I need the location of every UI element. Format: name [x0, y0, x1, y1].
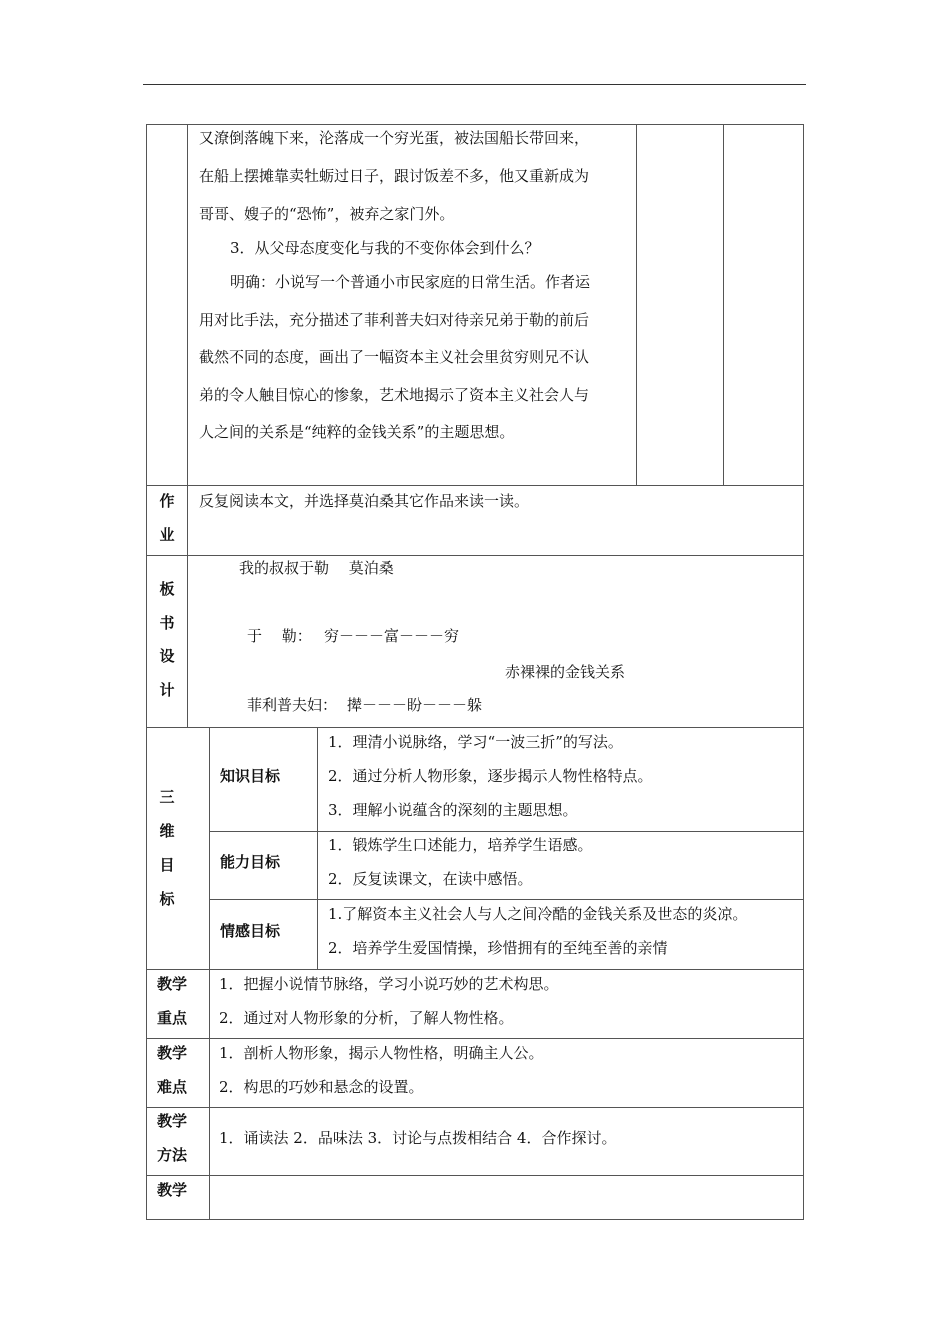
goals-label: 目 [159, 856, 175, 874]
board-label: 计 [159, 681, 175, 699]
cont-line: 在船上摆摊靠卖牡蛎过日子，跟讨饭差不多，他又重新成为 [199, 167, 590, 185]
lesson-plan-table [146, 124, 804, 1220]
knowledge-goal-item: 2．通过分析人物形象，逐步揭示人物性格特点。 [328, 767, 653, 785]
difficulty-label: 难点 [157, 1078, 188, 1096]
emotion-goal-item: 1.了解资本主义社会人与人之间冷酷的金钱关系及世态的炎凉。 [328, 905, 748, 923]
methods-row [147, 1107, 803, 1175]
difficulty-row [147, 1038, 803, 1107]
goals-label: 维 [159, 822, 175, 840]
difficulty-label: 教学 [157, 1044, 188, 1062]
cont-line: 人之间的关系是“纯粹的金钱关系”的主题思想。 [199, 423, 515, 441]
board-yule-sequence: 穷－－－富－－－穷 [324, 627, 460, 645]
cont-line: 弟的令人触目惊心的惨象，艺术地揭示了资本主义社会人与 [199, 386, 590, 404]
methods-label: 教学 [157, 1112, 188, 1130]
key-point-item: 2．通过对人物形象的分析，了解人物性格。 [219, 1009, 514, 1027]
cont-line: 截然不同的态度，画出了一幅资本主义社会里贫穷则兄不认 [199, 348, 590, 366]
key-points-label: 重点 [157, 1009, 188, 1027]
board-label: 设 [159, 647, 175, 665]
knowledge-goal-item: 3．理解小说蕴含的深刻的主题思想。 [328, 801, 578, 819]
emotion-goal-item: 2．培养学生爱国情操，珍惜拥有的至纯至善的亲情 [328, 939, 668, 957]
header-rule [143, 84, 806, 85]
emotion-goal-label: 情感目标 [220, 922, 281, 940]
difficulty-item: 1．剖析人物形象，揭示人物性格，明确主人公。 [219, 1044, 544, 1062]
board-title: 我的叔叔于勒 莫泊桑 [239, 559, 394, 577]
board-label: 书 [159, 614, 175, 632]
key-point-item: 1．把握小说情节脉络，学习小说巧妙的艺术构思。 [219, 975, 559, 993]
homework-row [147, 485, 803, 555]
board-philippe-name: 菲利普夫妇： [247, 696, 338, 714]
goals-label: 三 [159, 788, 175, 806]
cont-line: 又潦倒落魄下来，沦落成一个穷光蛋，被法国船长带回来， [199, 129, 590, 147]
homework-text: 反复阅读本文，并选择莫泊桑其它作品来读一读。 [199, 492, 530, 510]
continuation-row [147, 125, 803, 485]
board-yule-name: 于 勒： [247, 627, 312, 645]
key-points-label: 教学 [157, 975, 188, 993]
homework-label: 业 [159, 526, 175, 544]
ability-goal-item: 2．反复读课文，在读中感悟。 [328, 870, 533, 888]
cont-line: 用对比手法，充分描述了菲利普夫妇对待亲兄弟于勒的前后 [199, 311, 590, 329]
methods-text: 1．诵读法 2．品味法 3．讨论与点拨相结合 4．合作探讨。 [219, 1129, 617, 1147]
cont-line: 哥哥、嫂子的“恐怖”，被弃之家门外。 [199, 205, 455, 223]
ability-goal-item: 1．锻炼学生口述能力，培养学生语感。 [328, 836, 593, 854]
cont-line: 明确：小说写一个普通小市民家庭的日常生活。作者运 [230, 273, 591, 291]
knowledge-goal-label: 知识目标 [220, 767, 281, 785]
board-design-row [147, 555, 803, 727]
board-label: 板 [159, 580, 175, 598]
difficulty-item: 2．构思的巧妙和悬念的设置。 [219, 1078, 424, 1096]
process-label: 教学 [157, 1181, 188, 1199]
homework-label: 作 [159, 492, 175, 510]
ability-goal-label: 能力目标 [220, 853, 281, 871]
key-points-row [147, 969, 803, 1038]
question-3: 3．从父母态度变化与我的不变你体会到什么？ [230, 239, 540, 257]
process-row [147, 1175, 803, 1219]
knowledge-goal-item: 1．理清小说脉络，学习“一波三折”的写法。 [328, 733, 623, 751]
methods-label: 方法 [157, 1146, 188, 1164]
goals-label: 标 [159, 890, 175, 908]
board-philippe-sequence: 撵－－－盼－－－躲 [347, 696, 483, 714]
goals-row [147, 727, 803, 969]
board-theme: 赤裸裸的金钱关系 [505, 663, 626, 681]
